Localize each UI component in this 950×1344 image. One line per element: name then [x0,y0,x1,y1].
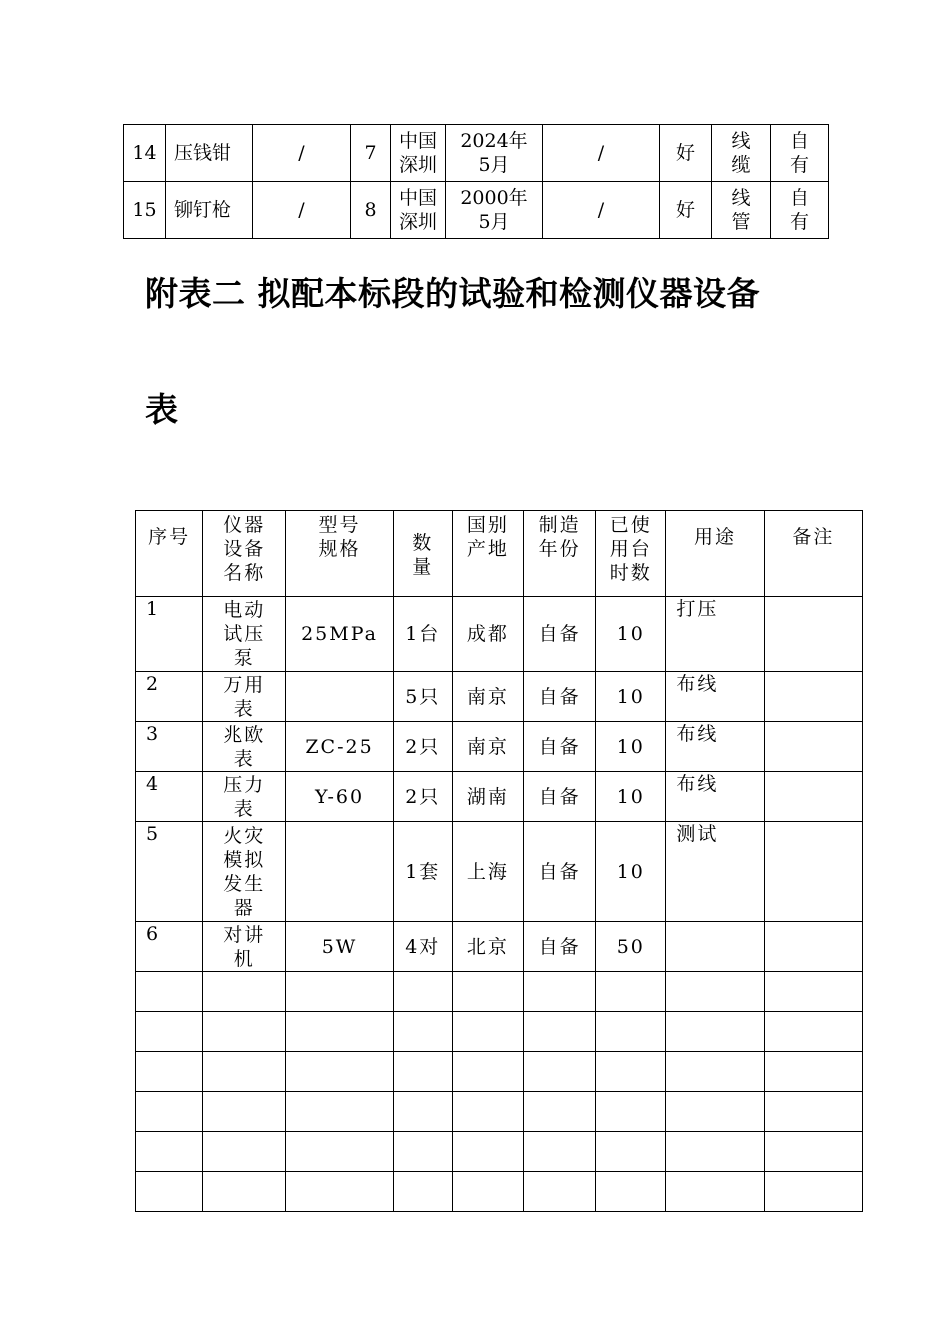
cell-remark [764,672,862,722]
cell-use: 打压 [666,597,764,672]
cell-name: 兆欧 表 [203,722,286,772]
header-remark: 备注 [764,511,862,597]
cell-remark [764,822,862,922]
header-name: 仪器 设备 名称 [203,511,286,597]
cell-use: 布线 [666,722,764,772]
cell-seq: 4 [136,772,203,822]
section-heading: 附表二 拟配本标段的试验和检测仪器设备 [145,274,760,313]
cell-year: 自备 [524,922,596,972]
cell-name: 压钱钳 [166,125,253,182]
header-origin: 国别 产地 [452,511,523,597]
cell-hours: 10 [596,597,666,672]
empty-row [136,1092,863,1132]
cell-seq: 14 [124,125,166,182]
cell-use: 布线 [666,772,764,822]
cell-origin: 上海 [452,822,523,922]
cell-seq: 15 [124,182,166,239]
empty-row [136,1132,863,1172]
cell-use: 线 缆 [712,125,771,182]
cell-qty: 8 [351,182,391,239]
cell-remark [764,597,862,672]
cell-name: 万用 表 [203,672,286,722]
cell-origin: 南京 [452,722,523,772]
cell-remark [764,722,862,772]
empty-row [136,1052,863,1092]
empty-row [136,1012,863,1052]
cell-date: 2024年 5月 [446,125,543,182]
cell-year: 自备 [524,772,596,822]
cell-hours: 50 [596,922,666,972]
cell-model: 25MPa [286,597,393,672]
cell-seq: 2 [136,672,203,722]
cell-model: ZC-25 [286,722,393,772]
cell-date: 2000年 5月 [446,182,543,239]
header-qty: 数 量 [393,511,452,597]
cell-seq: 1 [136,597,203,672]
equipment-table-body [124,125,829,239]
cell-use: 线 管 [712,182,771,239]
cell-qty: 5只 [393,672,452,722]
section-heading-continued: 表 [145,390,179,429]
cell-hours: 10 [596,722,666,772]
cell-year: 自备 [524,597,596,672]
cell-spec: / [253,182,351,239]
cell-origin: 中国 深圳 [391,125,446,182]
cell-name: 火灾 模拟 发生 器 [203,822,286,922]
header-model: 型号 规格 [286,511,393,597]
test-instrument-table [135,510,863,1212]
cell-origin: 中国 深圳 [391,182,446,239]
cell-name: 电动 试压 泵 [203,597,286,672]
cell-name: 压力 表 [203,772,286,822]
cell-condition: 好 [660,125,712,182]
table-row [136,597,863,672]
cell-hours: 10 [596,672,666,722]
table-row [136,822,863,922]
cell-origin: 北京 [452,922,523,972]
cell-origin: 南京 [452,672,523,722]
cell-origin: 成都 [452,597,523,672]
cell-qty: 2只 [393,722,452,772]
cell-qty: 2只 [393,772,452,822]
table-row [124,125,829,182]
cell-model [286,672,393,722]
table-row [136,922,863,972]
cell-hours: 10 [596,822,666,922]
cell-spec: / [253,125,351,182]
cell-remark [764,922,862,972]
cell-origin: 湖南 [452,772,523,822]
cell-name: 对讲 机 [203,922,286,972]
cell-qty: 4对 [393,922,452,972]
table-header-row [136,511,863,597]
header-use: 用途 [666,511,764,597]
table-row [136,722,863,772]
equipment-table-continued [123,124,829,239]
cell-use: 测试 [666,822,764,922]
cell-use [666,922,764,972]
cell-name: 铆钉枪 [166,182,253,239]
cell-power: / [543,125,660,182]
cell-qty: 7 [351,125,391,182]
cell-owner: 自 有 [771,182,829,239]
cell-seq: 5 [136,822,203,922]
empty-row [136,1172,863,1212]
empty-row [136,972,863,1012]
header-year: 制造 年份 [524,511,596,597]
table-row [124,182,829,239]
cell-seq: 3 [136,722,203,772]
cell-power: / [543,182,660,239]
cell-year: 自备 [524,672,596,722]
header-seq: 序号 [136,511,203,597]
cell-use: 布线 [666,672,764,722]
cell-model: Y-60 [286,772,393,822]
cell-model [286,822,393,922]
cell-owner: 自 有 [771,125,829,182]
cell-year: 自备 [524,722,596,772]
cell-qty: 1台 [393,597,452,672]
cell-hours: 10 [596,772,666,822]
cell-qty: 1套 [393,822,452,922]
table-row [136,672,863,722]
cell-remark [764,772,862,822]
table-row [136,772,863,822]
cell-model: 5W [286,922,393,972]
cell-condition: 好 [660,182,712,239]
cell-seq: 6 [136,922,203,972]
cell-year: 自备 [524,822,596,922]
header-hours: 已使 用台 时数 [596,511,666,597]
